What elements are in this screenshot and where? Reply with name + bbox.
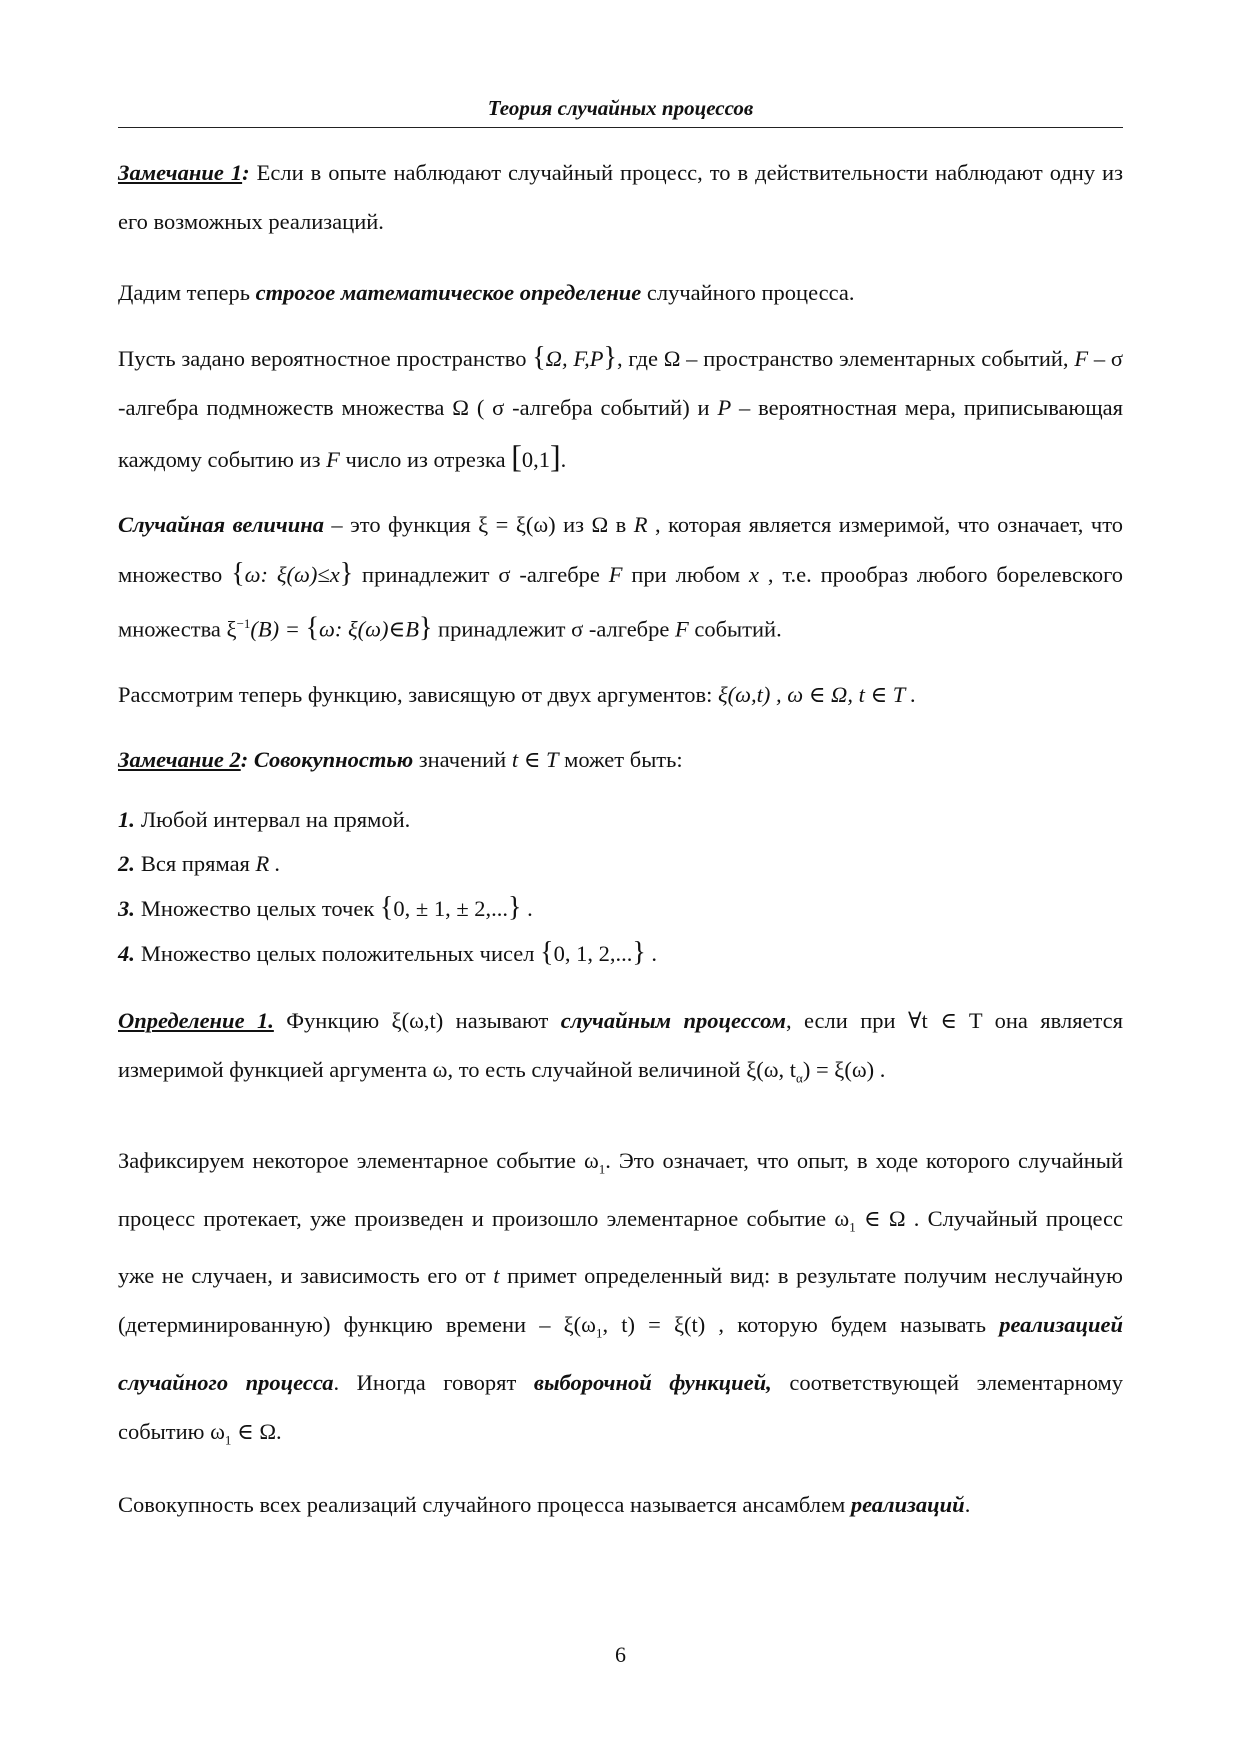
unit-interval: 0,1 (521, 447, 550, 472)
list-item: 1. Любой интервал на прямой. (118, 806, 411, 832)
definition-1: Определение 1. Функцию ξ(ω,t) называют случайным процессом, если при ∀t ∈ T она является измеримой функцией аргумента ω, то есть случайной величиной ξ(ω, $t_\alpha) = \xi(\omega)$ . (118, 1007, 1123, 1085)
probability-space-paragraph: Пусть задано вероятностное пространство {Ω, F,P}, где Ω – пространство элементарных событий, F – σ -алгебра подмножеств множества Ω ( σ -алгебра событий) и P – вероятностная мера, приписывающая каждому событию из F число из отрезка [0,1]. (118, 342, 1123, 474)
random-variable-paragraph: Случайная величина – это функция ξ = ξ(ω) из Ω в R , которая является измеримой, что означает, что множество {ω: ξ(ω)≤x} принадлежит σ -алгебре F при любом x , т.е. прообраз любого борелевского множества $\xi^{-1}(B) = \{\omega$: ξ(ω)∈B} принадлежит σ -алгебре F событий. (118, 512, 1124, 644)
remark-1: Замечание 1: Если в опыте наблюдают случайный процесс, то в действительности наблюдают одну из его возможных реализаций. (118, 160, 1123, 234)
page-body (118, 148, 1123, 1529)
running-header (118, 96, 1123, 128)
realization-term: реализацией случайного процесса (118, 1312, 1123, 1395)
random-variable-term: Случайная величина (118, 512, 324, 537)
two-arguments-formula: ξ(ω,t) , ω ∈ Ω, t ∈ T . (718, 681, 917, 707)
page-number: 6 (615, 1642, 626, 1667)
ensemble-term: реализаций (850, 1492, 965, 1517)
remark-1-text: Если в опыте наблюдают случайный процесс, то в действительности наблюдают одну из его возможных реализаций. (118, 160, 1123, 234)
domain-list (118, 798, 1123, 976)
list-item: 3. Множество целых точек {0, ± 1, ± 2,...} . (118, 891, 533, 923)
definition-1-label: Определение 1. (118, 1007, 274, 1033)
definition-1-term: случайным процессом (560, 1007, 786, 1033)
remark-2: Замечание 2: Совокупностью значений t ∈ T может быть: (118, 746, 683, 772)
list-item: 2. Вся прямая R . (118, 850, 281, 876)
sample-function-term: выборочной функцией, (533, 1369, 772, 1395)
intro-emphasis: строгое математическое определение (255, 280, 642, 305)
two-arguments-paragraph: Рассмотрим теперь функцию, зависящую от двух аргументов: ξ(ω,t) , ω ∈ Ω, t ∈ T . (118, 681, 917, 707)
list-item: 4. Множество целых положительных чисел {0, 1, 2,...} . (118, 936, 658, 968)
ensemble-paragraph: Совокупность всех реализаций случайного процесса называется ансамблем реализаций. (118, 1492, 971, 1517)
realization-paragraph: Зафиксируем некоторое элементарное событие $\omega_1$. Это означает, что опыт, в ходе которого случайный процесс протекает, уже произведен и произошло элементарное событие $\omega_1$ ∈ Ω . Случайный процесс уже не случаен, и зависимость его от t примет определенный вид: в результате получим неслучайную (детерминированную) функцию времени – $\xi(\omega_1$, t) = ξ(t) , которую будем называть реализацией случайного процесса. Иногда говорят выборочной функцией, соответствующей элементарному событию $\omega_1$ ∈ Ω. (118, 1148, 1124, 1447)
remark-1-label: Замечание 1 (118, 160, 243, 185)
remark-2-label: Замечание 2 (118, 746, 241, 772)
probability-space-set: Ω, F,P (545, 346, 604, 371)
running-header-title: Теория случайных процессов (487, 96, 754, 120)
intro-paragraph: Дадим теперь строгое математическое определение случайного процесса. (118, 280, 855, 305)
